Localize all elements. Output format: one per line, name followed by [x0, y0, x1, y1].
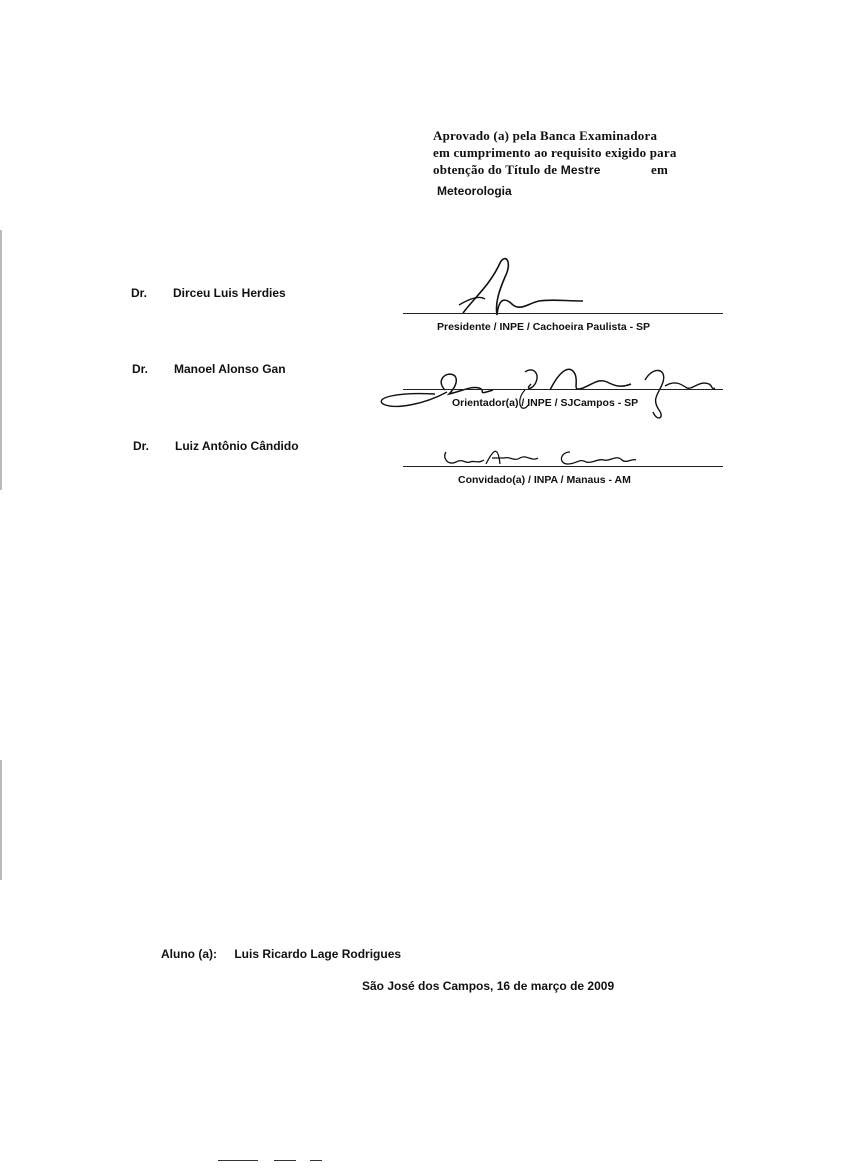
- approval-line-3-suffix: em: [651, 162, 668, 177]
- field-name: Meteorologia: [437, 184, 512, 198]
- student-name: Luis Ricardo Lage Rodrigues: [234, 947, 402, 961]
- member-3-name: Luiz Antônio Cândido: [175, 439, 299, 453]
- student-label: Aluno (a):: [161, 947, 217, 961]
- member-1-role: Presidente / INPE / Cachoeira Paulista - SP: [437, 321, 650, 333]
- member-3-signature-line: [403, 466, 723, 467]
- member-1-name: Dirceu Luis Herdies: [173, 286, 286, 300]
- member-1-signature: [455, 255, 595, 317]
- member-2-signature-line: [403, 389, 723, 390]
- approval-line-3: [433, 161, 698, 179]
- scan-mark: [310, 1160, 322, 1161]
- member-3-signature: [440, 444, 640, 472]
- place-date: São José dos Campos, 16 de março de 2009: [362, 979, 615, 993]
- member-1-signature-line: [403, 313, 723, 314]
- student-line: [161, 947, 401, 961]
- member-2-name: Manoel Alonso Gan: [174, 362, 286, 376]
- member-2-signature: [375, 360, 720, 422]
- scan-edge-artifact: [0, 230, 2, 490]
- approval-line-3-prefix: obtenção do Título de: [433, 162, 558, 177]
- member-3-role: Convidado(a) / INPA / Manaus - AM: [458, 474, 631, 486]
- approval-line-2: em cumprimento ao requisito exigido para: [433, 145, 677, 160]
- approval-line-1: Aprovado (a) pela Banca Examinadora: [433, 128, 658, 143]
- scan-mark: [274, 1160, 296, 1161]
- member-1-title: Dr.: [131, 286, 148, 300]
- approval-statement: [433, 127, 698, 179]
- scan-mark: [218, 1160, 258, 1161]
- scan-edge-artifact: [0, 760, 2, 880]
- member-2-role: Orientador(a) / INPE / SJCampos - SP: [452, 397, 639, 409]
- member-3-title: Dr.: [133, 439, 150, 453]
- member-2-title: Dr.: [132, 362, 149, 376]
- degree-name: Mestre: [560, 163, 601, 177]
